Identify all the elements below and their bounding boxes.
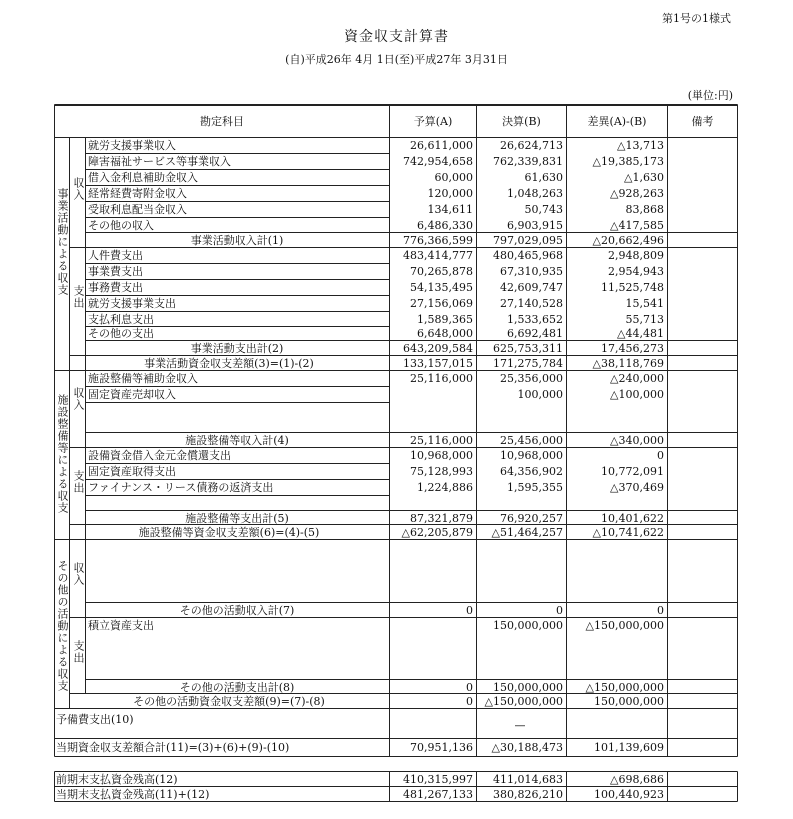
row-budget-value: △62,205,879 — [401, 526, 473, 539]
row-diff-value: △370,469 — [610, 481, 664, 494]
row-actual-value: 67,310,935 — [500, 265, 563, 278]
row-budget-value: 70,265,878 — [410, 265, 473, 278]
row-label: その他の支出 — [88, 327, 154, 340]
row-diff-value: △10,741,622 — [592, 526, 664, 539]
row-label: 前期末支払資金残高(12) — [56, 773, 178, 786]
row-label: 就労支援事業支出 — [88, 297, 176, 310]
row-actual-value: △150,000,000 — [484, 695, 563, 708]
row-actual-value: 10,968,000 — [500, 449, 563, 462]
row-actual-value: 150,000,000 — [493, 681, 563, 694]
row-actual-value: 625,753,311 — [493, 342, 563, 355]
row-diff-value: △19,385,173 — [592, 155, 664, 168]
row-label: 障害福祉サービス等事業収入 — [88, 155, 231, 168]
row-label: 事業活動支出計(2) — [190, 342, 284, 355]
row-diff-value: 55,713 — [625, 313, 664, 326]
row-budget-value: 133,157,015 — [403, 357, 473, 370]
row-actual-value: 42,609,747 — [500, 281, 563, 294]
section-facility-label: 施設整備等による収支 — [56, 394, 69, 514]
row-actual-value: 26,624,713 — [500, 139, 563, 152]
row-diff-value: 0 — [657, 449, 664, 462]
row-actual-value: 61,630 — [524, 171, 563, 184]
row-budget-value: 410,315,997 — [403, 773, 473, 786]
header-budget: 予算(A) — [413, 115, 453, 128]
section-other-expense-label: 支出 — [72, 640, 85, 664]
row-budget-value: 643,209,584 — [403, 342, 473, 355]
section-business-income-label: 収入 — [72, 177, 85, 201]
row-budget-value: 60,000 — [434, 171, 473, 184]
row-diff-value: 10,772,091 — [601, 465, 664, 478]
row-label: 積立資産支出 — [88, 619, 154, 632]
row-budget-value: 75,128,993 — [410, 465, 473, 478]
section-other-income-label: 収入 — [72, 562, 85, 586]
row-budget-value: 483,414,777 — [403, 249, 473, 262]
row-actual-value: 411,014,683 — [493, 773, 563, 786]
row-diff-value: △20,662,496 — [592, 234, 664, 247]
row-actual-value: 76,920,257 — [500, 512, 563, 525]
row-budget-value: 54,135,495 — [410, 281, 473, 294]
section-business-expense-label: 支出 — [72, 285, 85, 309]
row-actual-value: 762,339,831 — [493, 155, 563, 168]
header-diff: 差異(A)-(B) — [587, 115, 647, 128]
row-actual-value: 100,000 — [517, 388, 563, 401]
row-diff-value: △928,263 — [610, 187, 664, 200]
row-budget-value: 776,366,599 — [403, 234, 473, 247]
row-budget-value: 0 — [466, 695, 473, 708]
row-label: 借入金利息補助金収入 — [88, 171, 198, 184]
row-budget-value: 70,951,136 — [410, 741, 473, 754]
form-number: 第1号の1様式 — [662, 12, 731, 25]
row-actual-value: 1,595,355 — [507, 481, 563, 494]
row-actual-value: 380,826,210 — [493, 788, 563, 801]
row-budget-value: 10,968,000 — [410, 449, 473, 462]
row-budget-value: 0 — [466, 681, 473, 694]
row-diff-value: 101,139,609 — [594, 741, 664, 754]
row-actual-value: 27,140,528 — [500, 297, 563, 310]
row-actual-value: 171,275,784 — [493, 357, 563, 370]
row-diff-value: 2,954,943 — [608, 265, 664, 278]
row-budget-value: 25,116,000 — [410, 434, 473, 447]
fiscal-period: (自)平成26年 4月 1日(至)平成27年 3月31日 — [285, 53, 508, 66]
row-diff-value: △13,713 — [617, 139, 664, 152]
row-budget-value: 27,156,069 — [410, 297, 473, 310]
row-budget-value: 1,589,365 — [417, 313, 473, 326]
row-diff-value: △100,000 — [610, 388, 664, 401]
row-budget-value: 6,648,000 — [417, 327, 473, 340]
row-actual-value: △30,188,473 — [491, 741, 563, 754]
row-label: 施設整備等収入計(4) — [185, 434, 289, 447]
section-other-label: その他の活動による収支 — [56, 560, 69, 692]
row-budget-value: 87,321,879 — [410, 512, 473, 525]
row-diff-value: 15,541 — [625, 297, 664, 310]
row-diff-value: △38,118,769 — [592, 357, 664, 370]
row-budget-value: 26,611,000 — [410, 139, 473, 152]
section-business-label: 事業活動による収支 — [56, 188, 69, 296]
row-budget-value: 481,267,133 — [403, 788, 473, 801]
row-diff-value: 83,868 — [625, 203, 664, 216]
row-diff-value: 11,525,748 — [601, 281, 664, 294]
row-budget-value: 134,611 — [427, 203, 473, 216]
header-item: 勘定科目 — [200, 115, 244, 128]
row-actual-value: 6,903,915 — [507, 219, 563, 232]
row-label: 施設整備等資金収支差額(6)=(4)-(5) — [138, 526, 320, 539]
row-label: 当期末支払資金残高(11)+(12) — [56, 788, 210, 801]
row-actual-value: 480,465,968 — [493, 249, 563, 262]
row-label: 固定資産取得支出 — [88, 465, 176, 478]
row-diff-value: △240,000 — [610, 372, 664, 385]
row-label: 予備費支出(10) — [56, 713, 134, 726]
row-diff-value: 100,440,923 — [594, 788, 664, 801]
row-label: 施設整備等支出計(5) — [185, 512, 289, 525]
row-label: 事業活動収入計(1) — [190, 234, 284, 247]
row-diff-value: △150,000,000 — [585, 681, 664, 694]
row-diff-value: △1,630 — [624, 171, 664, 184]
row-diff-value: 2,948,809 — [608, 249, 664, 262]
row-diff-value: △44,481 — [617, 327, 664, 340]
row-diff-value: 10,401,622 — [601, 512, 664, 525]
row-diff-value: △417,585 — [610, 219, 664, 232]
row-label: 受取利息配当金収入 — [88, 203, 187, 216]
row-actual-value: 1,048,263 — [507, 187, 563, 200]
row-label: ファイナンス・リース債務の返済支出 — [88, 481, 274, 494]
row-label: 就労支援事業収入 — [88, 139, 176, 152]
row-budget-value: 0 — [466, 604, 473, 617]
row-diff-value: 17,456,273 — [601, 342, 664, 355]
row-label: 事業費支出 — [88, 265, 143, 278]
row-label: その他の収入 — [88, 219, 154, 232]
row-actual-value: 25,456,000 — [500, 434, 563, 447]
row-label: 事業活動資金収支差額(3)=(1)-(2) — [144, 357, 314, 370]
row-diff-value: 150,000,000 — [594, 695, 664, 708]
row-budget-value: 25,116,000 — [410, 372, 473, 385]
row-label: その他の活動収入計(7) — [179, 604, 295, 617]
row-actual-value: 50,743 — [524, 203, 563, 216]
row-budget-value: 742,954,658 — [403, 155, 473, 168]
row-label: 支払利息支出 — [88, 313, 154, 326]
unit-label: (単位:円) — [687, 89, 733, 102]
document-title: 資金収支計算書 — [344, 29, 449, 45]
row-label: 経常経費寄附金収入 — [88, 187, 187, 200]
row-diff-value: 0 — [657, 604, 664, 617]
row-actual-value: — — [514, 719, 526, 732]
header-actual: 決算(B) — [502, 115, 541, 128]
row-diff-value: △340,000 — [610, 434, 664, 447]
row-label: 設備資金借入金元金償還支出 — [88, 449, 231, 462]
row-actual-value: 6,692,481 — [507, 327, 563, 340]
row-actual-value: 25,356,000 — [500, 372, 563, 385]
row-actual-value: 0 — [556, 604, 563, 617]
row-label: 施設整備等補助金収入 — [88, 372, 198, 385]
header-note: 備考 — [691, 115, 714, 128]
row-actual-value: 64,356,902 — [500, 465, 563, 478]
section-facility-income-label: 収入 — [72, 387, 85, 411]
row-actual-value: 797,029,095 — [493, 234, 563, 247]
row-actual-value: 150,000,000 — [493, 619, 563, 632]
row-actual-value: 1,533,652 — [507, 313, 563, 326]
row-label: その他の活動支出計(8) — [179, 681, 295, 694]
row-label: 事務費支出 — [88, 281, 143, 294]
row-diff-value: △698,686 — [610, 773, 664, 786]
row-actual-value: △51,464,257 — [491, 526, 563, 539]
row-label: 当期資金収支差額合計(11)=(3)+(6)+(9)-(10) — [56, 741, 290, 754]
row-budget-value: 6,486,330 — [417, 219, 473, 232]
row-budget-value: 120,000 — [427, 187, 473, 200]
row-diff-value: △150,000,000 — [585, 619, 664, 632]
row-budget-value: 1,224,886 — [417, 481, 473, 494]
section-facility-expense-label: 支出 — [72, 470, 85, 494]
row-label: 人件費支出 — [88, 249, 143, 262]
row-label: 固定資産売却収入 — [88, 388, 176, 401]
row-label: その他の活動資金収支差額(9)=(7)-(8) — [133, 695, 325, 708]
